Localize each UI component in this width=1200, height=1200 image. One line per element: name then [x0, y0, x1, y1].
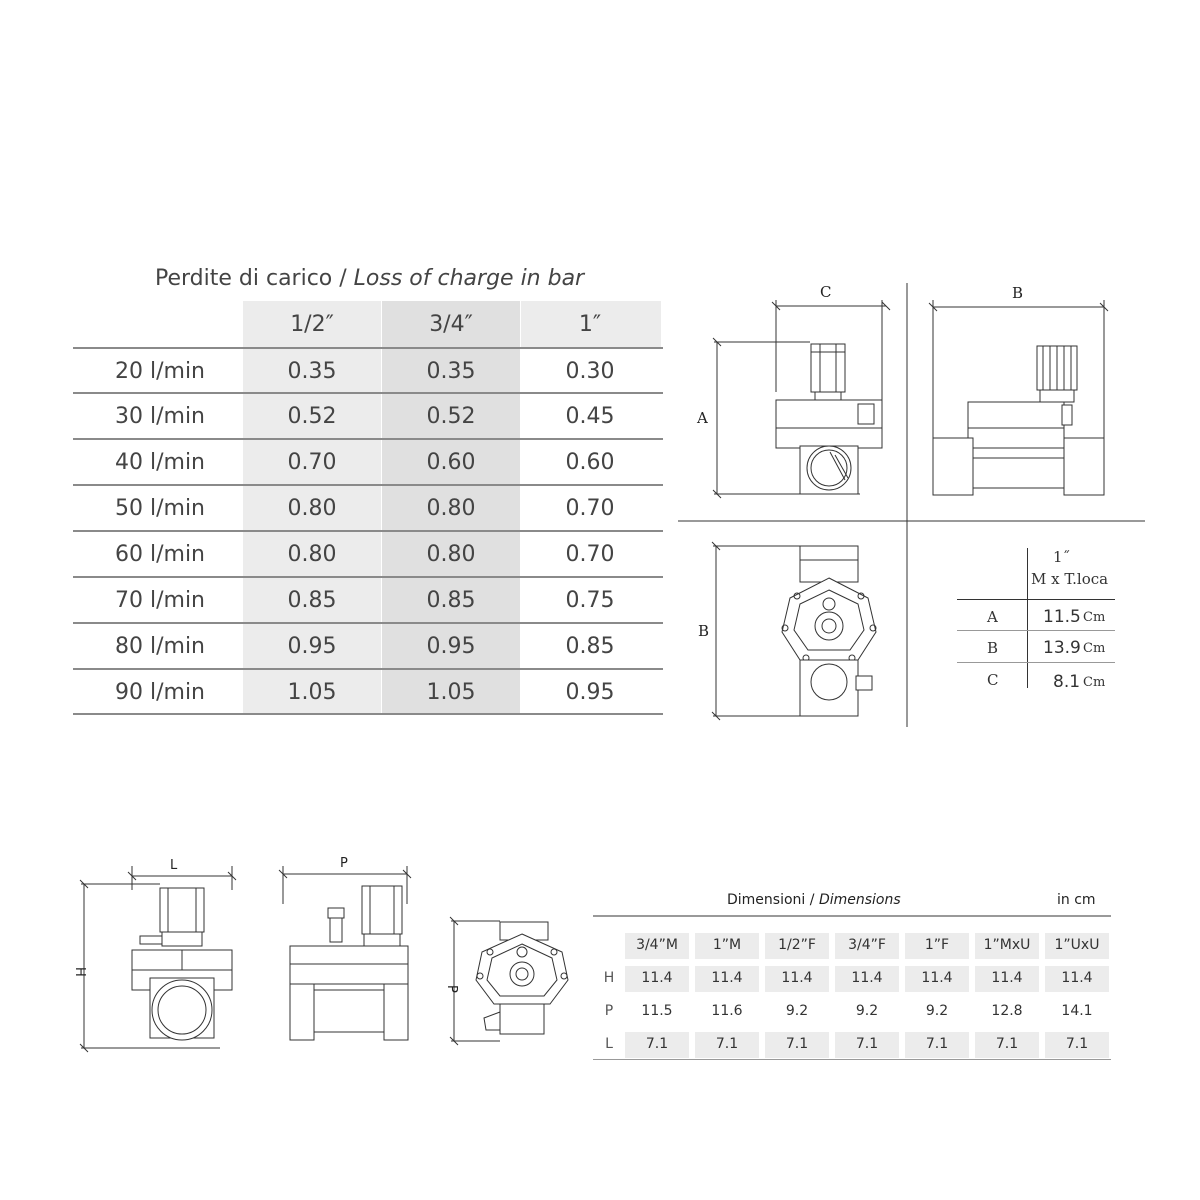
table-rule-header: [957, 599, 1115, 600]
table-cell: 7.1: [785, 1036, 809, 1052]
dimension-label-p-side: P: [340, 856, 348, 871]
table-cell: 11.6: [711, 1003, 743, 1019]
table-cell: 0.70: [287, 450, 337, 475]
row-label: 50 l/min: [115, 496, 205, 521]
valve-top-view: [712, 542, 876, 720]
table-cell: 7.1: [715, 1036, 739, 1052]
table-cell: 1.05: [287, 680, 337, 705]
row-label: 30 l/min: [115, 404, 205, 429]
table-cell: 0.30: [565, 359, 615, 384]
table-cell: 9.2: [925, 1003, 949, 1019]
table-cell: 0.85: [287, 588, 337, 613]
valve-side-view-small: [279, 866, 411, 1040]
row-value: 13.9: [1043, 638, 1081, 658]
table-cell: 9.2: [855, 1003, 879, 1019]
row-label: 60 l/min: [115, 542, 205, 567]
table-cell: 11.5: [641, 1003, 673, 1019]
row-label: 70 l/min: [115, 588, 205, 613]
table-cell: 0.60: [565, 450, 615, 475]
row-label: 90 l/min: [115, 680, 205, 705]
table-cell: 0.80: [287, 496, 337, 521]
column-header: 3/4”F: [848, 937, 886, 953]
table-cell: 12.8: [991, 1003, 1023, 1019]
table-cell: 0.60: [426, 450, 476, 475]
column-header: 3/4″: [429, 312, 473, 337]
abc-dimension-table: [957, 548, 1117, 698]
table-cell: 11.4: [641, 970, 673, 986]
table-cell: 0.70: [565, 496, 615, 521]
column-header: 1/2″: [290, 312, 334, 337]
loss-title-plain: Perdite di carico /: [155, 266, 354, 291]
table-rule-bottom: [593, 1059, 1111, 1060]
loss-title-italic: Loss of charge in bar: [353, 266, 585, 291]
table-rule: [957, 630, 1115, 631]
dimensions-unit: in cm: [1057, 892, 1096, 908]
table-cell: 0.85: [426, 588, 476, 613]
table-cell: 7.1: [855, 1036, 879, 1052]
table-cell: 14.1: [1061, 1003, 1093, 1019]
row-value: 11.5: [1043, 607, 1081, 627]
dimensions-table: [593, 913, 1111, 1061]
table-cell: 1.05: [426, 680, 476, 705]
table-cell: 0.80: [426, 542, 476, 567]
dimension-label-a: A: [697, 409, 708, 427]
column-header: 1”UxU: [1054, 937, 1100, 953]
valve-front-view-small: [80, 866, 236, 1052]
row-label: A: [987, 608, 998, 626]
dimensions-title: [727, 892, 901, 908]
table-cell: 0.95: [426, 634, 476, 659]
table-cell: 0.80: [426, 496, 476, 521]
row-label: 80 l/min: [115, 634, 205, 659]
column-header: 1/2”F: [778, 937, 816, 953]
valve-front-view: [713, 300, 890, 498]
dimension-label-b-left: B: [698, 622, 710, 640]
table-cell: 7.1: [645, 1036, 669, 1052]
valve-top-view-small: [450, 917, 568, 1045]
row-unit: Cm: [1083, 675, 1106, 690]
table-cell: 11.4: [1061, 970, 1093, 986]
table-cell: 11.4: [851, 970, 883, 986]
table-cell: 0.35: [426, 359, 476, 384]
table-cell: 11.4: [781, 970, 813, 986]
dimensions-title-italic: Dimensions: [818, 892, 901, 908]
dimension-label-p-top: P: [444, 985, 459, 993]
table-cell: 0.95: [287, 634, 337, 659]
dimensions-title-plain: Dimensioni /: [727, 892, 819, 908]
column-header: 1”MxU: [983, 937, 1031, 953]
table-cell: 0.75: [565, 588, 615, 613]
column-header: 1”F: [924, 937, 950, 953]
table-cell: 0.45: [565, 404, 615, 429]
header-size: 1˝: [1053, 548, 1071, 566]
dimension-label-c: C: [820, 283, 832, 301]
dimension-label-h: H: [72, 967, 87, 977]
table-rule-top: [593, 915, 1111, 917]
dimension-label-b-top: B: [1012, 284, 1024, 302]
header-type: M x T.loca: [1031, 570, 1109, 588]
table-cell: 0.85: [565, 634, 615, 659]
table-cell: 0.52: [426, 404, 476, 429]
table-cell: 0.52: [287, 404, 337, 429]
table-cell: 0.95: [565, 680, 615, 705]
row-label: P: [604, 1003, 614, 1019]
row-label: C: [987, 671, 999, 689]
dimension-label-l: L: [170, 858, 178, 873]
table-cell: 0.80: [287, 542, 337, 567]
table-cell: 7.1: [995, 1036, 1019, 1052]
row-unit: Cm: [1083, 641, 1106, 656]
row-unit: Cm: [1083, 610, 1106, 625]
row-label: 40 l/min: [115, 450, 205, 475]
column-header: 3/4”M: [636, 937, 678, 953]
table-rule: [957, 662, 1115, 663]
row-value: 8.1: [1053, 672, 1081, 692]
table-cell: 11.4: [711, 970, 743, 986]
table-cell: 11.4: [991, 970, 1023, 986]
row-label: 20 l/min: [115, 359, 205, 384]
table-rule-vertical: [1027, 548, 1028, 688]
row-label: B: [987, 639, 999, 657]
valve-side-view: [929, 300, 1108, 495]
table-cell: 7.1: [1065, 1036, 1089, 1052]
table-cell: 0.35: [287, 359, 337, 384]
row-label: L: [605, 1036, 613, 1052]
column-header: 1″: [578, 312, 602, 337]
table-cell: 9.2: [785, 1003, 809, 1019]
table-cell: 11.4: [921, 970, 953, 986]
table-cell: 7.1: [925, 1036, 949, 1052]
table-cell: 0.70: [565, 542, 615, 567]
row-label: H: [603, 970, 615, 986]
column-header: 1”M: [712, 937, 742, 953]
